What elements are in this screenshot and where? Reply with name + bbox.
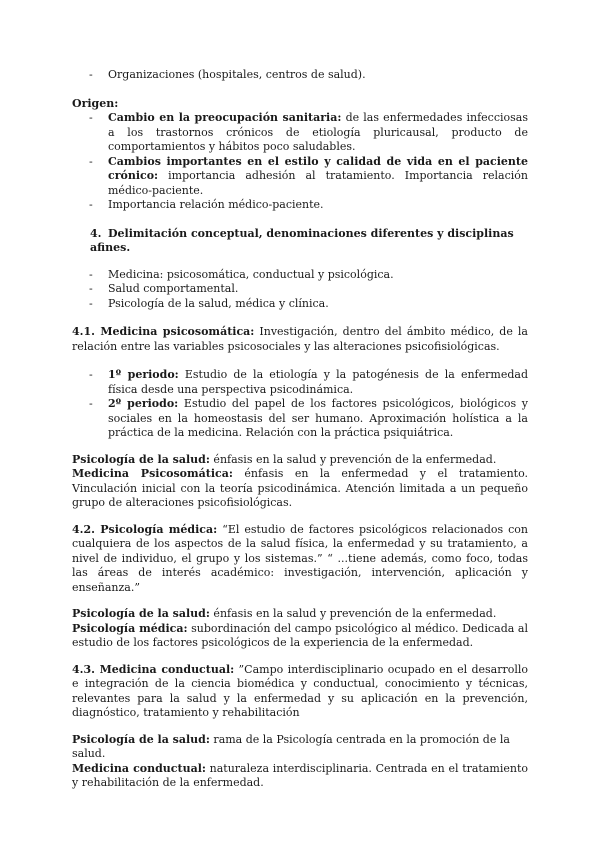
list-item: - Importancia relación médico-paciente. [72, 198, 528, 213]
compare-paragraph: Psicología de la salud: rama de la Psicología centrada en la promoción de la salud. [72, 732, 510, 760]
compare-paragraph: Psicología de la salud: énfasis en la salud y prevención de la enfermedad. [72, 607, 497, 620]
periods-list [72, 368, 528, 441]
section-4-heading: 4. Delimitación conceptual, denominaciones diferentes y disciplinas afines. [90, 226, 514, 254]
compare-paragraph: Medicina conductual: naturaleza interdisciplinaria. Centrada en el tratamiento y rehabilitación de la enfermedad. [72, 761, 528, 789]
origen-list [72, 111, 528, 213]
compare-paragraph: Psicología médica: subordinación del campo psicológico al médico. Dedicada al estudio de los factores psicológicos de la experiencia de la enfermedad. [72, 621, 529, 649]
section-4-3-paragraph: 4.3. Medicina conductual: ”Campo interdisciplinario ocupado en el desarrollo e integración de la ciencia biomédica y conductual, conocimiento y técnicas, relevantes para la salud y la enfermedad y su aplicación en la prevención, diagnóstico, tratamiento y rehabilitación [72, 662, 528, 719]
list-item: - Cambio en la preocupación sanitaria: de las enfermedades infecciosas a los trastornos crónicos de etiología pluricausal, producto de comportamientos y hábitos poco saludables. [72, 111, 528, 155]
list-item: - Psicología de la salud, médica y clínica. [72, 297, 528, 312]
section-4-1-paragraph: 4.1. Medicina psicosomática: Investigación, dentro del ámbito médico, de la relación entre las variables psicosociales y las alteraciones psicofisiológicas. [72, 325, 528, 353]
list-item: - Salud comportamental. [72, 282, 528, 297]
list-item: - 2º periodo: Estudio del papel de los factores psicológicos, biológicos y sociales en la homeostasis del ser humano. Aproximación holística a la práctica de la medicina. Relación con la práctica psiquiátrica. [72, 397, 528, 441]
section-4-list [72, 268, 528, 312]
compare-paragraph: Psicología de la salud: énfasis en la salud y prevención de la enfermedad. [72, 452, 497, 466]
list-item: - Organizaciones (hospitales, centros de salud). [72, 68, 528, 83]
section-4-2-paragraph: 4.2. Psicología médica: “El estudio de factores psicológicos relacionados con cualquiera de los aspectos de la salud física, la enfermedad y su tratamiento, a nivel de individuo, el grupo y los sistemas.” “ ...tiene además, como foco, todas las áreas de interés académico: investigación, intervención, aplicación y enseñanza.” [72, 522, 528, 594]
top-list [72, 68, 528, 83]
list-item: - 1º periodo: Estudio de la etiología y la patogénesis de la enfermedad física desde una perspectiva psicodinámica. [72, 368, 528, 397]
origen-heading: Origen: [72, 96, 119, 110]
list-item: - Cambios importantes en el estilo y calidad de vida en el paciente crónico: importancia adhesión al tratamiento. Importancia relación médico-paciente. [72, 155, 528, 199]
list-item: - Medicina: psicosomática, conductual y psicológica. [72, 268, 528, 283]
compare-paragraph: Medicina Psicosomática: énfasis en la enfermedad y el tratamiento. Vinculación inicial con la teoría psicodinámica. Atención limitada a un pequeño grupo de alteraciones psicofisiológicas. [72, 467, 528, 509]
